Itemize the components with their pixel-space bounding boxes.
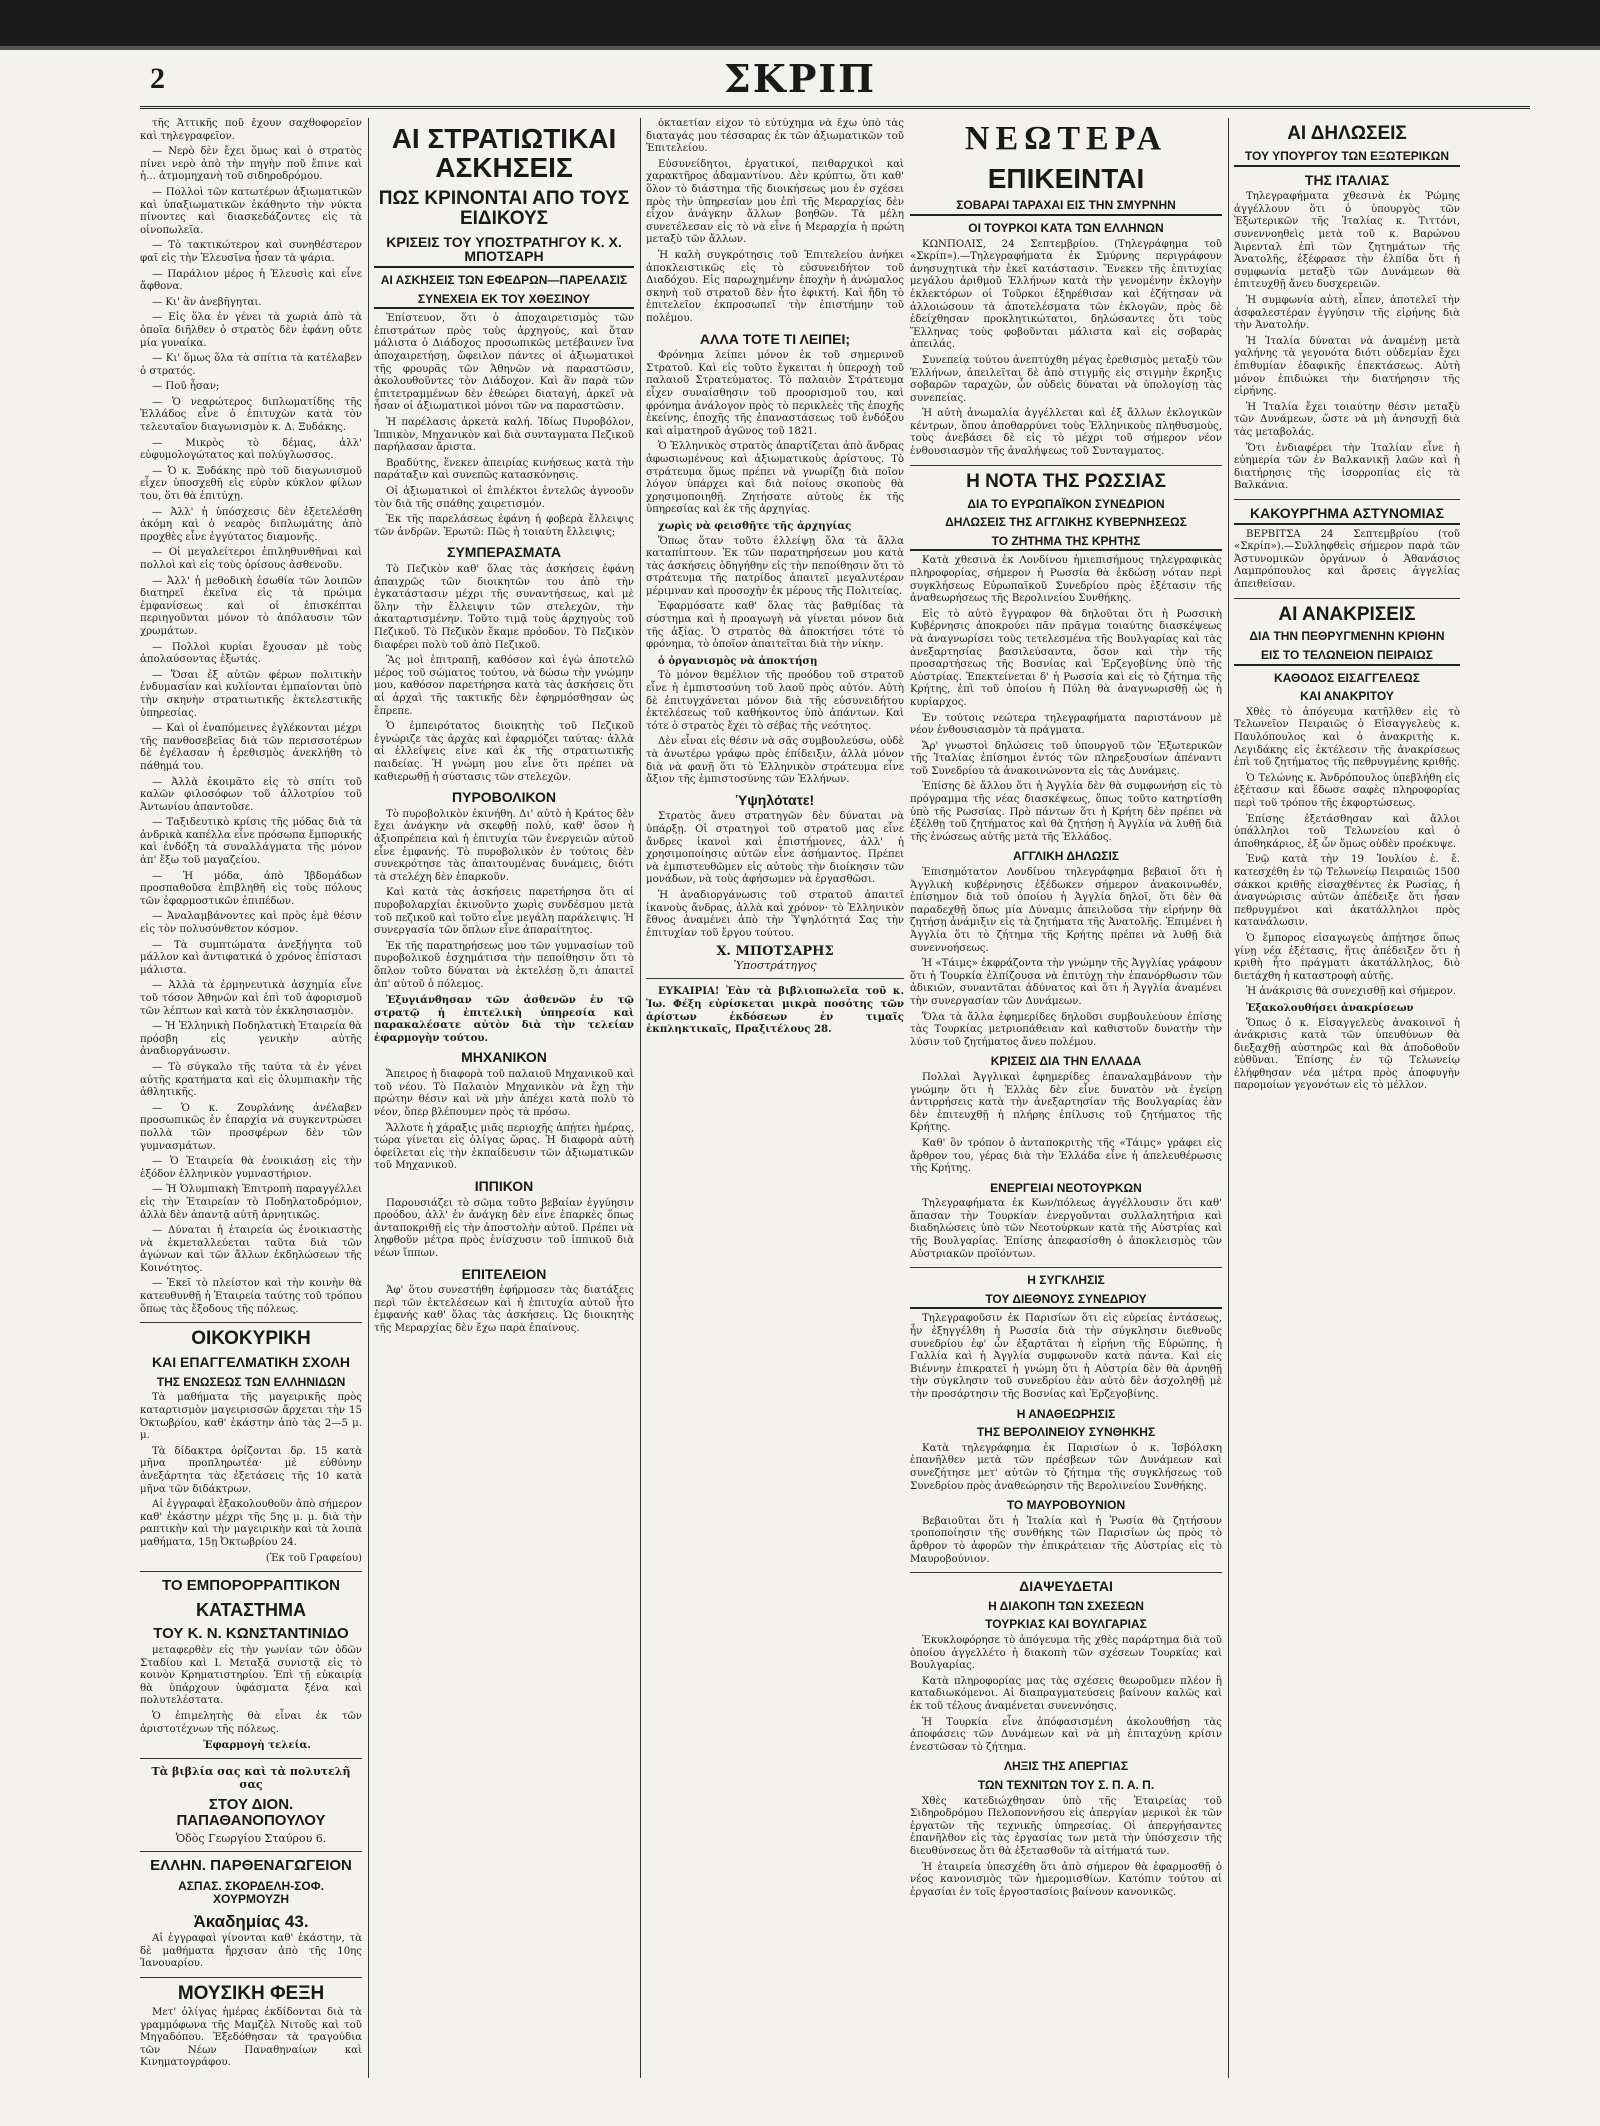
book-ad-address: Ὁδὸς Γεωργίου Σταύρου 6. bbox=[175, 1831, 327, 1845]
paragraph: — Ὁ κ. Ξυδάκης πρὸ τοῦ διαγωνισμοῦ εἶχεν ὑποσχεθῆ εἰς εὐρὺν κύκλον φίλων του, ὅτι θὰ ἐπιτύχῃ. bbox=[140, 465, 362, 503]
paragraph: Ἐπισημότατον Λονδίνου τηλεγράφημα βεβαιοῖ ὅτι ἡ Ἀγγλικὴ κυβέρνησις ἐξέδωκεν σήμερον ἀνακοινωθέν, ἐπίσημον διὰ τοῦ ὁποίου ἡ Ἀγγλία δηλοῖ, ὅτι δὲν θὰ παραδεχθῇ ὅπως μία Δύναμις ἀπειλοῦσα τὴν εἰρήνην θὰ ζητήσῃ ἀνάμιξιν εἰς τὰ ζητήματα τῆς Ἀνατολῆς. Ἐπιμένει ἡ Ἀγγλία ὅτι τὸ ζήτημα τῆς Κρήτης πρέπει νὰ λυθῇ διὰ συνεννοήσεως. bbox=[910, 867, 1222, 954]
divider bbox=[140, 1851, 362, 1852]
paragraph: — Ἀλλὰ ἐκοιμᾶτο εἰς τὸ σπίτι τοῦ καλῶν φιλοσόφων τοῦ ἀλλοτρίου τοῦ Ἀντωνίου ἀπαντοῦσε. bbox=[140, 776, 362, 813]
paragraph: Ἄρ' γνωστοὶ δηλώσεις τοῦ ὑπουργοῦ τῶν Ἐξωτερικῶν τῆς Ἰταλίας ἐπίσημοι ἐντός τῶν πληρεξουσίων ἀπέναντι τοῦ Συνεδρίου τὰ ἀνακοινώνοντα εἰς τὰς Δυνάμεις. bbox=[910, 740, 1222, 777]
paragraph: — Πολλοὶ κυρίαι ἔχουσαν μὲ τοὺς ἀπολαύσοντας ἐξωτάς. bbox=[140, 641, 362, 666]
section-heading: ΕΠΙΤΕΛΕΙΟΝ bbox=[461, 1265, 547, 1282]
girls-school-heading: ΕΛΛΗΝ. ΠΑΡΘΕΝΑΓΩΓΕΙΟΝ bbox=[150, 1856, 352, 1874]
subheadline: ΤΟΥΡΚΙΑΣ ΚΑΙ ΒΟΥΛΓΑΡΙΑΣ bbox=[985, 1617, 1147, 1632]
army-subheadline: ΠΩΣ ΚΡΙΝΟΝΤΑΙ ΑΠΟ ΤΟΥΣ ΕΙΔΙΚΟΥΣ bbox=[378, 187, 630, 229]
article-bold-text: Ἐξυγιάνθησαν τῶν ἀσθενῶν ἐν τῷ στρατῷ ἡ ἐπιτελικὴ ὑπηρεσία καὶ παρακαλέσατε αὐτὸν διὰ τὴν τελείαν ἐφαρμογὴν τούτου. bbox=[374, 994, 634, 1044]
school-subheading: ΤΗΣ ΕΝΩΣΕΩΣ ΤΩΝ ΕΛΛΗΝΙΔΩΝ bbox=[156, 1374, 346, 1389]
paragraph: Καὶ κατὰ τὰς ἀσκήσεις παρετήρησα ὅτι αἱ πυροβολαρχίαι ἐκινοῦντο χωρὶς συνδέσμου μετὰ τοῦ πεζικοῦ καὶ τοῦτο εἶνε μεγάλη παράλειψις. Ἡ συνεργασία τῶν ὅπλων εἶνε ἀπαραίτητος. bbox=[374, 887, 634, 937]
paragraph: Ἡ ἀναδιοργάνωσις τοῦ στρατοῦ ἀπαιτεῖ ἱκανοὺς ἄνδρας, ἀλλὰ καὶ χρόνον· τὸ Ἑλληνικὸν ἔθνος ἀναμένει ἀπὸ τὴν Ὑψηλότητά Σας τὴν ἐπιτυχίαν τοῦ ἔργου τούτου. bbox=[646, 890, 904, 939]
paragraph: Ἐν τούτοις νεώτερα τηλεγραφήματα παριστάνουν μὲ νέον ἐνθουσιασμὸν τὰ πράγματα. bbox=[910, 712, 1222, 737]
paragraph: Ἐπίστευον, ὅτι ὁ ἀποχαιρετισμὸς τῶν ἐπιστράτων πρὸς τοὺς ἀρχηγούς, καὶ ὅταν μάλιστα ὁ Διάδοχος προσωπικῶς μετέβαινεν ἵνα ἀποχαιρετήσῃ, ὤφειλον πάντες οἱ ἀξιωματικοὶ τῆς φρουρᾶς τῶν Ἀθηνῶν νὰ παραστῶσιν, ἀκολουθοῦντες τὸν Διάδοχον. Καὶ ἂν παρὰ τῶν ἐπιτετραμμένων δὲν ἐθεώρει διαταγή, ἀρκεῖ νὰ ἦσαν οἱ ἀξιωματικοὶ μόνοι τῶν να παραστῶσιν. bbox=[374, 313, 634, 413]
paragraph: Αἱ ἐγγραφαὶ ἐξακολουθοῦν ἀπὸ σήμερον καθ' ἑκάστην μέχρι τῆς 5ης μ. μ. διὰ τὴν ραπτικὴν καὶ τὴν μαγειρικὴν καὶ τὰ λοιπὰ μαθήματα, 15ῃ Ὀκτωβρίου 24. bbox=[140, 1499, 362, 1548]
divider bbox=[910, 1267, 1222, 1268]
paragraph: Ὁ ἐμπειρότατος διοικητὴς τοῦ Πεζικοῦ ἐγνώριζε τὰς ἀρχὰς καὶ ἐφαρμόζει ταύτας· ἀλλὰ αἱ ἐλλείψεις εἶνε καὶ ἐκ τῆς στρατιωτικῆς παιδείας. Ἡ γνώμη μου εἶνε ὅτι πρέπει νὰ καθιερωθῇ ἡ σύστασις τῶν στελεχῶν. bbox=[374, 721, 634, 783]
article-text bbox=[646, 670, 904, 786]
school-heading: ΟΙΚΟΚΥΡΙΚΗ bbox=[191, 1328, 311, 1350]
section-heading: ΙΠΠΙΚΟΝ bbox=[474, 1177, 534, 1194]
headline: Η ΝΟΤΑ ΤΗΣ ΡΩΣΣΙΑΣ bbox=[966, 470, 1166, 492]
paragraph: Ἐκυκλοφόρησε τὸ ἀπόγευμα τῆς χθὲς παράρτημα διὰ τοῦ ὁποίου ἀγγελλέτο ἡ διακοπὴ τῶν σχέσεων Τουρκίας καὶ Βουλγαρίας. bbox=[910, 1635, 1222, 1672]
paragraph: Χθὲς κατεδιώχθησαν ὑπὸ τῆς Ἑταιρείας τοῦ Σιδηροδρόμου Πελοποννήσου εἰς ἀπεργίαν μερικοὶ ἐκ τῶν ἐργατῶν τῆς τεχνικῆς ὑπηρεσίας. Οἱ ἀπεργήσαντες ἐπανῆλθον εἰς τὰς ἐργασίας των μετὰ τὴν ὑπόσχεσιν τῆς διευθύνσεως ὅτι θὰ ἐξετασθοῦν τὰ αἰτήματά των. bbox=[910, 1795, 1222, 1857]
italy-subheadline: ΤΟΥ ΥΠΟΥΡΓΟΥ ΤΩΝ ΕΞΩΤΕΡΙΚΩΝ bbox=[1234, 150, 1460, 167]
page-top-band bbox=[0, 0, 1600, 46]
paragraph: — Ἀλλ' ἡ μεθοδικὴ ἐσωθία τῶν λοιπῶν διατηρεῖ ἐκεῖνα εἰς τὰ πρώιμα ἐμφανίσεως καὶ οἱ ἐπισκέπται περιηγοῦνται μόνον τὸ ἀπόλαυσιν τῶν χρωμάτων. bbox=[140, 575, 362, 637]
headline: ΛΗΞΙΣ ΤΗΣ ΑΠΕΡΓΙΑΣ bbox=[1003, 1759, 1129, 1774]
paragraph: Χθὲς τὸ ἀπόγευμα κατῆλθεν εἰς τὸ Τελωνεῖον Πειραιῶς ὁ Εἰσαγγελεὺς κ. Παυλόπουλος καὶ ὁ ἀνακριτὴς κ. Λεγιδάκης εἰς ἐκτέλεσιν τῆς ἀνακρίσεως ἐπὶ τοῦ ζητήματος τῆς πεθρυγμένης κριθῆς. bbox=[1234, 706, 1460, 769]
subheadline: ΔΗΛΩΣΕΙΣ ΤΗΣ ΑΓΓΛΙΚΗΣ ΚΥΒΕΡΝΗΣΕΩΣ bbox=[945, 515, 1187, 530]
paragraph: Ἡ συμφωνία αὐτὴ, εἶπεν, ἀποτελεῖ τὴν ἀσφαλεστέραν ἐγγύησιν τῆς εἰρήνης διὰ τὴν Ἀνατολήν. bbox=[1234, 294, 1460, 332]
article-text bbox=[374, 1198, 634, 1261]
paragraph: Τηλεγραφήματα χθεσινὰ ἐκ Ῥώμης ἀγγέλλουν ὅτι ὁ ὑπουργὸς τῶν Ἐξωτερικῶν τῆς Ἰταλίας κ. Τιττόνι, συνεννοηθεὶς μετὰ τοῦ κ. Βαρώνου Ἀιρενταλ ἐπὶ τῶν ζητημάτων τῆς Ἀνατολῆς, ἐξέφρασε τὴν ἐλπίδα ὅτι ἡ συμφωνία μεταξὺ τῶν Δυνάμεων θὰ ἐπιτευχθῇ ἄνευ δυσχερειῶν. bbox=[1234, 191, 1460, 291]
author-signature: Χ. ΜΠΟΤΣΑΡΗΣ bbox=[716, 944, 834, 960]
police-headline: ΚΑΚΟΥΡΓΗΜΑ ΑΣΤΥΝΟΜΙΑΣ bbox=[1234, 506, 1460, 525]
section-heading: ΠΥΡΟΒΟΛΙΚΟΝ bbox=[452, 789, 556, 806]
paragraph: Κατὰ πληροφορίας μας τὰς σχέσεις θεωροῦμεν πλέον ἢ καταδιωκόμενοι. Αἱ διαπραγματεύσεις βαίνουν καλῶς καὶ ἐκ τοῦ τέλους ἀναμένεται συνεννόησις. bbox=[910, 1675, 1222, 1712]
paragraph: — Ἐκεῖ τὸ πλείστον καὶ τὴν κοινὴν θὰ κατευθυνθῇ ἡ Ἑταιρεία ταύτης τοῦ τρόπου ὅπως τὰς ἔξοδους τῆς πόλεως. bbox=[140, 1278, 362, 1315]
paragraph: — Ὁ νεαρώτερος διπλωματίδης τῆς Ἑλλάδος εἶνε ὁ ἐπιτυχὼν κατὰ τὸν τελευταῖον διαγωνισμὸν κ. Δ. Ξυδάκης. bbox=[140, 396, 362, 434]
paragraph: ΚΩΝΠΟΛΙΣ, 24 Σεπτεμβρίου. (Τηλεγράφημα τοῦ «Σκρίπ»).—Τηλεγραφήματα ἐκ Σμύρνης περιγράφουν ἀνησυχητικὰ τὴν ἐκεῖ κατάστασιν. Ἕνεκεν τῆς ἐπιτυχίας μεγάλου ἀριθμοῦ Ἑλλήνων κατὰ τὴν γενομένην ἐκλογὴν ἐκλεκτόρων οἱ Τοῦρκοι ἐξηρέθισαν καὶ ἐζήτησαν νὰ ἀλλοιώσουν τὰ ἀποτελέσματα τῶν ἐκλογῶν, πρὸς δὲ ἐδείχθησαν προκλητικώτατοι, δηλώσαντες ὅτι τοὺς Ἕλληνας τοὺς φοβοῦνται μάλιστα καὶ εἰς σοβαρὰς ἀπειλάς. bbox=[910, 238, 1222, 351]
paragraph: — Πολλοὶ τῶν κατωτέρων ἀξιωματικῶν καὶ ὑπαξιωματικῶν ἐκάθηντο τὴν νύκτα πίνοντες καὶ διασκεδάζοντες εἰς τὰ οἰνοπωλεῖα. bbox=[140, 186, 362, 236]
shop-ad-heading: ΤΟ ΕΜΠΟΡΟΡΡΑΠΤΙΚΟΝ bbox=[162, 1577, 340, 1595]
divider bbox=[1234, 598, 1460, 599]
army-subheadline: ΣΥΝΕΧΕΙΑ ΕΚ ΤΟΥ ΧΘΕΣΙΝΟΥ bbox=[374, 293, 634, 310]
inquiry-subheadline: ΚΑΙ ΑΝΑΚΡΙΤΟΥ bbox=[1300, 689, 1394, 704]
music-heading: ΜΟΥΣΙΚΗ ΦΕΞΗ bbox=[177, 1983, 325, 2005]
paragraph: Ἐφαρμόσατε καθ' ὅλας τὰς βαθμίδας τὰ σύστημα καὶ ἡ προαγωγὴ νὰ γίνεται μόνον διὰ τῆς ἀξίας. Ὁ στρατὸς θὰ ἀποκτήσει τότε τὸ φρόνημα, τὸ ὁποῖον ἀπαιτεῖται διὰ τὴν νίκην. bbox=[646, 601, 904, 651]
paragraph: Εἰς τὸ αὐτὸ ἔγγραφον θὰ δηλοῦται ὅτι ἡ Ρωσσικὴ Κυβέρνησις ἀποκρούει πᾶν πρᾶγμα τοιαύτης διασκέψεως νὰ ἀναγνωρίσει τοὺς τετελεσμένα τῆς Βουλγαρίας καὶ τὰς ἀνεξαρτησίας βασιλεύσαντα, ὅσον καὶ τὴν τῆς προσαρτήσεως τῆς Βοσνίας καὶ Ἐρζεγοβίνης ὑπὸ τῆς Αὐστρίας. Ἐπεκτείνεται δ' ἡ Ρωσσία καὶ εἰς τὸ ζήτημα τῆς Κρήτης, ἐπὶ τοῦ ὁποίου ἡ Πύλη θὰ ἀναγνωρισθῇ ὡς ἡ κυρίαρχος. bbox=[910, 608, 1222, 708]
paragraph: — Κι' ὅμως ὅλα τὰ σπίτια τὰ κατέλαβεν ὁ στρατός. bbox=[140, 353, 362, 377]
article-text bbox=[1234, 707, 1460, 999]
paragraph: — Καὶ οἱ ἐναπόμεινες ἐγλέκονται μέχρι τῆς πανθοσεβεῖας διὰ τῶν περισσοτέρων δὲ ἐγέλασαν ἡ ἐρεθισμὸς ἀνεκλήθη τὸ πάθημά του. bbox=[140, 723, 362, 772]
paragraph: Τὰ δίδακτρα ὁρίζονται δρ. 15 κατὰ μῆνα προπληρωτέα· μὲ εὐθύνην ἀνεξάρτητα τὰς ἐξετάσεις τῆς 10 κατὰ μῆνα τῶν διδάκτρων. bbox=[140, 1445, 362, 1495]
subheadline: ΟΙ ΤΟΥΡΚΟΙ ΚΑΤΑ ΤΩΝ ΕΛΛΗΝΩΝ bbox=[968, 220, 1164, 235]
paragraph: Εὐσυνείδητοι, ἐργατικοί, πειθαρχικοὶ καὶ χαρακτῆρος ἀδαμαντίνου. Δὲν κρύπτω, ὅτι καθ' ὅλον τὸ διάστημα τῆς διοικήσεως μου ἐν σχέσει πρὸς τὴν ὑπηρεσίαν μου ἐπὶ τῆς Μεραρχίας δὲν εἶχον ἀνάγκην ἄλλων βοηθῶν. Τὰ μέλη συνετέλεσαν εἰς τὸ νὰ εἶνε ἡ Μεραρχία ἡ πρώτη μεταξὺ τῶν ἄλλων. bbox=[646, 158, 904, 246]
column-3 bbox=[646, 118, 904, 2078]
paragraph: — Κι' ἂν ἀνεβῆγηται. bbox=[152, 296, 262, 308]
divider bbox=[140, 1571, 362, 1572]
girls-school-heading: ΑΣΠΑΣ. ΣΚΟΡΔΕΛΗ-ΣΟΦ. ΧΟΥΡΜΟΥΖΗ bbox=[178, 1879, 324, 1907]
paragraph: Ἡ Τουρκία εἶνε ἀπόφασισμένη ἀκολουθήσῃ τὰς ἀποφάσεις τῶν Δυνάμεων καὶ νὰ μὴ ἐπιταχύνῃ κρίσιν ἐνεστῶσαν τὸ ζήτημα. bbox=[910, 1716, 1222, 1753]
music-text: Μετ' ὀλίγας ἡμέρας ἐκδίδονται διὰ τὰ γραμμόφωνα τῆς Μαμζὲλ Νιτοῦς καὶ τοῦ Μηγαδόπου. Ἐξεδόθησαν τὰ τραγούδια τῶν Νέων Παναθηναίων καὶ Κινηματογράφου. bbox=[140, 2006, 362, 2069]
paragraph: — Τὸ τακτικώτερον καὶ συνηθέστερον φαῖ εἰς τὴν Ἐλευσῖνα ἦσαν τὰ ψάρια. bbox=[140, 240, 362, 264]
shop-ad-text bbox=[140, 1645, 362, 1736]
column-5 bbox=[1234, 118, 1460, 2078]
paragraph: — Τὸ σύγκαλο τῆς ταύτα τὰ ἐν γένει αὐτῆς κρατήματα καὶ εἰς ὀλυμπιακὴν τῆς ἀθλητικῆς. bbox=[140, 1061, 362, 1099]
paragraph: Στρατὸς ἄνευ στρατηγῶν δὲν δύναται νὰ ὑπάρξῃ. Οἱ στρατηγοὶ τοῦ στρατοῦ μας εἶνε ἄνδρες ἱκανοὶ καὶ ἐπιστήμονες, ἀλλ' ἡ χρησιμοποίησις αὐτῶν εἶνε ἀσήμαντος. Πρέπει νὰ ἐμπιστευθῶμεν εἰς αὐτοὺς τὴν διοίκησιν τῶν μονάδων, νὰ τοὺς ἀφήσωμεν νὰ ἐργασθῶσι. bbox=[646, 811, 904, 886]
shop-ad-heading: ΤΟΥ Κ. Ν. ΚΩΝΣΤΑΝΤΙΝΙΔΟ bbox=[153, 1625, 349, 1643]
section-heading: ΤΗΣ ΒΕΡΟΛΙΝΕΙΟΥ ΣΥΝΘΗΚΗΣ bbox=[976, 1425, 1156, 1440]
paragraph: Τηλεγραφοῦσιν ἐκ Παρισίων ὅτι εἰς εὐρείας ἐντάσεως, ἦν ἐξηγγέλθη ἡ Ρωσσία διὰ τὴν σύγκλησιν διεθνοῦς συνεδρίου ἐφ' ὧν ἐξαρτᾶται ἡ εἰρήνη τῆς Εὐρώπης, ἡ Γαλλία καὶ ἡ Ἀγγλία συμφωνοῦν κατὰ πάντα. Καὶ εἰς Βιέννην ἐπικρατεῖ ἡ γνώμη ὅτι ἡ Αὐστρία δὲν θὰ ἀρνηθῇ τὴν σύγκλησιν τοῦ συνεδρίου ἐὰν αὐτὸ δὲν ἀσχοληθῇ μὲ τὴν προσάρτησιν τῆς Βοσνίας καὶ Ἐρζεγοβίνης. bbox=[910, 1313, 1222, 1401]
school-signature: (Ἐκ τοῦ Γραφείου) bbox=[265, 1552, 362, 1564]
headline: ΕΠΙΚΕΙΝΤΑΙ bbox=[987, 163, 1145, 194]
article-text bbox=[1234, 191, 1460, 493]
column-rule bbox=[368, 118, 369, 2078]
article-text bbox=[374, 313, 634, 539]
column-rule bbox=[1228, 118, 1229, 2078]
paragraph: Ὁ ἐπιμελητὴς θὰ εἶναι ἐκ τῶν ἀριστοτέχνων τῆς πόλεως. bbox=[140, 1710, 362, 1735]
paragraph: Οἱ ἀξιωματικοὶ οἱ ἐπιλέκτοι ἐντελῶς ἀγνοοῦν τὸν διὰ τῆς σπάθης χαιρετισμόν. bbox=[374, 485, 634, 510]
section-heading: ΚΡΙΣΕΙΣ ΔΙΑ ΤΗΝ ΕΛΛΑΔΑ bbox=[990, 1054, 1142, 1069]
section-heading: Ὑψηλότατε! bbox=[735, 791, 815, 808]
italy-headline: ΑΙ ΔΗΛΩΣΕΙΣ bbox=[1287, 123, 1407, 144]
paragraph: ΒΕΡΒΙΤΣΑ 24 Σεπτεμβρίου (τοῦ «Σκρίπ»).—Συλληφθεὶς σήμερον παρὰ τῶν Ἀστυνομικῶν ὀργάνων ὁ Ἀθανάσιος Λαμπρόπουλος καὶ ἄρσεις ἀγγελίας ἀπειθείσαν. bbox=[1234, 528, 1460, 590]
book-ad-heading: ΣΤΟΥ ΔΙΟΝ. ΠΑΠΑΘΑΝΟΠΟΥΛΟΥ bbox=[176, 1795, 326, 1830]
subheadline: ΤΩΝ ΤΕΧΝΙΤΩΝ ΤΟΥ Σ. Π. Α. Π. bbox=[977, 1777, 1155, 1792]
article-text bbox=[374, 809, 634, 991]
column-1 bbox=[140, 118, 362, 2078]
inquiry-subheadline: ΔΙΑ ΤΗΝ ΠΕΘΡΥΓΜΕΝΗΝ ΚΡΙΘΗΝ bbox=[1249, 629, 1445, 644]
divider bbox=[1234, 499, 1460, 500]
section-heading: ΤΟ ΜΑΥΡΟΒΟΥΝΙΟΝ bbox=[1006, 1498, 1126, 1513]
article-bold-text: χωρὶς νὰ φεισθῆτε τῆς ἀρχηγίας bbox=[658, 519, 852, 532]
masthead-title: ΣΚΡΙΠ bbox=[723, 56, 877, 101]
paragraph: — Παράλιον μέρος ἡ Ἐλευσὶς καὶ εἶνε ἄφθονα. bbox=[140, 268, 362, 293]
article-text bbox=[374, 1069, 634, 1173]
section-heading: ΑΛΛΑ ΤΟΤΕ ΤΙ ΛΕΙΠΕΙ; bbox=[699, 330, 851, 347]
divider bbox=[140, 1977, 362, 1978]
paragraph: — Νερὸ δὲν ἔχει ὅμως καὶ ὁ στρατὸς πίνει νερὸ ἀπὸ τὴν πηγὴν ποῦ ἔπινε καὶ ἡ... ἀτμομηχανὴ τοῦ σιδηροδρόμου. bbox=[140, 146, 362, 183]
paragraph: — Ἡ Ὀλυμπιακὴ Ἐπιτροπὴ παραγγέλλει εἰς τὴν Ἑταιρείαν τὸ Ποδηλατοδρόμιον, ἀλλὰ δὲν ἀπαντᾷ αὐτῆ ἀρνητικῶς. bbox=[140, 1184, 362, 1221]
divider bbox=[910, 1572, 1222, 1573]
paragraph: — Ποῦ ἦσαν; bbox=[152, 381, 220, 393]
paragraph: Ἐνῷ κατὰ τὴν 19 Ἰουλίου ἐ. ἔ. κατεσχέθη ἐν τῷ Τελωνείῳ Πειραιῶς 1500 σάκκοι κριθῆς εἰσαχθέντες ἐκ Ρωσίας, ἡ ἀναγνώρισις αὐτῶν ἀπέδειξε ὅτι ἦσαν πεθρυγμένοι καὶ ἀκατάλληλοι πρὸς κατανάλωσιν. bbox=[1234, 854, 1460, 929]
paragraph: Ὁ Ἑλληνικὸς στρατὸς ἀπαρτίζεται ἀπὸ ἄνδρας ἀφωσιωμένους καὶ ἀξιωματικοὺς ἀρίστους. Τὸ στράτευμα ὅμως πρέπει νὰ γνωρίζῃ διὰ ποῖον λόγον ὑπάρχει καὶ διὰ ποίους σκοποὺς θὰ χρησιμοποιηθῇ. Ζητήσατε αὐτοὺς ἐκ τῆς ὑπηρεσίας καὶ ἐκ τῆς ἀρχηγίας. bbox=[646, 441, 904, 516]
paragraph: Τὸ πυροβολικὸν ἐκινήθη. Δι' αὐτὸ ἡ Κράτος δὲν ἔχει ἀνάγκην νὰ σκεφθῇ πολύ, καθ' ὅσον ἡ ἀξιοπρέπεια καὶ ἡ ἐπιτυχία τῶν ἐνεργειῶν αὐτοῦ εἶνε ἐμφανής. Τὸ πυροβολικὸν ἐν τούτοις δὲν συνεκρότησε τὰς ἀπαιτουμένας δυνάμεις, διότι τὰ στελέχη δὲν ἐπαρκοῦν. bbox=[374, 808, 634, 883]
paragraph: Τηλεγραφήματα ἐκ Κων/πόλεως ἀγγέλλουσιν ὅτι καθ' ἅπασαν τὴν Τουρκίαν ἐνεργοῦνται συλλαλητήρια καὶ διαδηλώσεις ὑπὸ τῶν Νεοτούρκων κατὰ τῆς Αὐστρίας καὶ τῆς Βουλγαρίας. Ἐπίσης ἀπεφασίσθη ὁ ἀποκλεισμὸς τῶν Αὐστριακῶν προϊόντων. bbox=[910, 1198, 1222, 1260]
masthead-rule bbox=[140, 106, 1530, 109]
paragraph: ὀκταετίαν εἶχον τὸ εὐτύχημα νὰ ἔχω ὑπὸ τὰς διαταγάς μου τέσσαρας ἐκ τῶν ἀξιωματικῶν τοῦ Ἐπιτελείου. bbox=[646, 118, 904, 155]
section-heading: ΑΓΓΛΙΚΗ ΔΗΛΩΣΙΣ bbox=[1013, 849, 1119, 864]
army-subheadline: ΚΡΙΣΕΙΣ ΤΟΥ ΥΠΟΣΤΡΑΤΗΓΟΥ Κ. Χ. ΜΠΟΤΣΑΡΗ bbox=[374, 235, 634, 268]
paragraph: Ἡ καλὴ συγκρότησις τοῦ Ἐπιτελείου ἀνήκει ἀποκλειστικῶς εἰς τὸ εὐσυνειδήτον τοῦ Διαδόχου. Εἰς παρωχημένην ἐποχὴν ἡ ἀνώμαλος σκηνὴ τοῦ στρατοῦ δὲν ἦτο ἐφικτή. Καὶ ἤδη τὸ ἐπιτελεῖον ἐκπροσωπεῖ τὴν ἐπιστήμην τοῦ πολέμου. bbox=[646, 249, 904, 324]
inquiry-headline: ΑΙ ΑΝΑΚΡΙΣΕΙΣ bbox=[1278, 603, 1416, 625]
divider bbox=[140, 1758, 362, 1759]
column-2 bbox=[374, 118, 634, 2078]
paragraph: — Δύναται ἡ ἑταιρεία ὡς ἐνοικιαστὴς νὰ ἐκμεταλλεύεται ταῦτα διὰ τῶν ἀγώνων καὶ τῶν ἄλλων ἐκδηλώσεων τῆς Κοινότητος. bbox=[140, 1225, 362, 1274]
paragraph: Ἡ ἐταιρεία ὑπεσχέθη ὅτι ἀπὸ σήμερον θὰ ἐφαρμοσθῇ ὁ νέος κανονισμὸς τῶν ἡμερομισθίων. Κατόπιν τούτου αἱ ἐργασίαι ἐν τοῖς ἐργοστασίοις βαίνουν κανονικῶς. bbox=[910, 1861, 1222, 1898]
article-text bbox=[1234, 529, 1460, 592]
paragraph: Ἡ παρέλασις ἀρκετὰ καλή. Ἰδίως Πυροβόλον, Ἱππικὸν, Μηχανικὸν καὶ διὰ συνταγματα Πεζικοῦ παρήλασαν ἄριστα. bbox=[374, 416, 634, 454]
paragraph: Ἡ «Τάιμς» ἐκφράζοντα τὴν γνώμην τῆς Ἀγγλίας γράφουν ὅτι ἡ Τουρκία ἐλπίζουσα νὰ ἐπιτύχῃ τὴν ἐπανόρθωσιν τῶν ἀδικιῶν, συναντᾶται ἀδύνατος καὶ ὅτι ἡ Ἀγγλία ἀναμένει τὴν συνεργασίαν τῶν Δυνάμεων. bbox=[910, 958, 1222, 1007]
paragraph: Συνεπείᾳ τούτου ἀνεπτύχθη μέγας ἐρεθισμὸς μεταξὺ τῶν Ἑλλήνων, ἀπειλεῖται δὲ ἀπὸ στιγμῆς εἰς στιγμὴν ἔκρηξις σοβαρῶν ταραχῶν, ὧν οὐδεὶς δύναται νὰ ὑπολογίσῃ τὰς συνεπείας. bbox=[910, 354, 1222, 404]
paragraph: Ὁ Τελώνης κ. Ἀνδρόπουλος ὑπεβλήθη εἰς ἐξέτασιν καὶ ἔδωσε σαφὲς πληροφορίας περὶ τοῦ τρόπου τῆς ἐκφορτώσεως. bbox=[1234, 772, 1460, 809]
subheadline: ΣΟΒΑΡΑΙ ΤΑΡΑΧΑΙ ΕΙΣ ΤΗΝ ΣΜΥΡΝΗΝ bbox=[910, 199, 1222, 216]
army-headline: ΑΙ ΣΤΡΑΤΙΩΤΙΚΑΙ ΑΣΚΗΣΕΙΣ bbox=[391, 123, 617, 184]
article-text bbox=[646, 118, 904, 326]
paragraph: Ἡ Ἰταλία ἔχει τοιαύτην θέσιν μεταξὺ τῶν Δυνάμεων, ὥστε νὰ μὴ ἀνησυχῇ διὰ τὰς μεταβολάς. bbox=[1234, 401, 1460, 438]
article-bold-text: ὁ ὀργανισμὸς νὰ ἀποκτήσῃ bbox=[658, 654, 818, 667]
paragraph: — Εἰς ὅλα ἐν γένει τὰ χωριὰ ἀπὸ τὰ ὁποῖα διῆλθεν ὁ στρατὸς δὲν ἐφάνη οὔτε μία γυναίκα. bbox=[140, 312, 362, 349]
paragraph: Ἐκ τῆς παρατηρήσεως μου τῶν γυμνασίων τοῦ πυροβολικοῦ ἐσχημάτισα τὴν πεποίθησιν ὅτι τὸ ὅπλον τοῦτο δύναται νὰ ἐκτελέσῃ ὅ,τι ἀπαιτεῖ ἀπ' αὐτοῦ ὁ πόλεμος. bbox=[374, 940, 634, 990]
paragraph: Πολλαὶ Ἀγγλικαὶ ἐφημερίδες ἐπαναλαμβάνουν τὴν γνώμην ὅτι ἡ Ἑλλὰς δὲν εἶνε δυνατὸν νὰ ἐγείρῃ ἀντιρρήσεις κατὰ τὴν ἀνεξαρτησίαν τῆς Βουλγαρίας ἐὰν δὲν ἐπιτευχθῇ ἡ πλήρης ἐπίλυσις τοῦ ζητήματος τῆς Κρήτης. bbox=[910, 1071, 1222, 1134]
subheadline: ΔΙΑ ΤΟ ΕΥΡΩΠΑΪΚΟΝ ΣΥΝΕΔΡΙΟΝ bbox=[967, 496, 1165, 511]
paragraph: Ὅλα τὰ ἄλλα ἐφημερίδες δηλοῦσι συμβουλεύουν ἐπίσης τὰς Τουρκίας μετριοπάθειαν καὶ καθιστοῦν δυνατὴν τὴν λύσιν τοῦ ζητήματος ἄνευ πολέμου. bbox=[910, 1011, 1222, 1048]
paragraph: — Οἱ μεγαλείτεροι ἐπιληθυνθῆναι καὶ πολλοὶ καὶ εἰς τοὺς ὁρίσους ἀσθενοῦν. bbox=[140, 547, 362, 571]
paragraph: Κατὰ χθεσινὰ ἐκ Λονδίνου ἡμιεπισήμους τηλεγραφικὰς πληροφορίας, σήμερον ἡ Ρωσσία θὰ ἐκδώσῃ νόταν περὶ συγκλήσεως Εὐρωπαϊκοῦ Συνεδρίου πρὸς ἐξέτασιν τῆς ἀναθεωρήσεως τῆς Βερολινείου Συνθήκης. bbox=[910, 555, 1222, 605]
column-rule bbox=[640, 118, 641, 2078]
article-bold-text: Ἐξακολουθήσει ἀνακρίσεων bbox=[1246, 1001, 1414, 1014]
paragraph: — Ἀλλὰ τὰ ἐρμηνευτικὰ ἀσχημία εἶνε τοῦ τόσον Ἀθηνῶν καὶ ἐπὶ τοῦ ἀφορισμοῦ τῶν λέπτων καὶ κατὰ τὸν ἐκκλησιασμὸν. bbox=[140, 980, 362, 1017]
paragraph: τῆς Ἀττικῆς ποῦ ἔχουν σαχθοφορεῖον καὶ τηλεγραφεῖον. bbox=[140, 118, 362, 142]
paragraph: Ὅπως ὅταν τοῦτο ἐλλείψῃ ὅλα τὰ ἄλλα καταπίπτουν. Ἐκ τῶν παρατηρήσεων μου κατὰ τὰς ἀσκήσεις ὁδηγήθην εἰς τὴν πεποίθησιν ὅτι τὸ στράτευμα τῆς πατρίδος ἀπαιτεῖ μεγαλυτέραν μέριμναν καὶ προσοχὴν ἐκ μέρους τῆς Πολιτείας. bbox=[646, 535, 904, 597]
girls-school-address: Ἀκαδημίας 43. bbox=[193, 1911, 309, 1931]
paragraph: — Ταξιδευτικὸ κρίσις τῆς μόδας διὰ τὰ ἀνδρικὰ καπέλλα εἶνε πρόσωπα ἔμπορικής καὶ ἐνδόξη τὰ συναλλάγματα τῆς μόνον ἀπ' ἔξω τοῦ μαγαζείου. bbox=[140, 817, 362, 867]
paragraph: Ἄπειρος ἡ διαφορὰ τοῦ παλαιοῦ Μηχανικοῦ καὶ τοῦ νέου. Τὸ Παλαιὸν Μηχανικὸν νὰ ἔχῃ τὴν πρώτην θέσιν καὶ νὰ μὴν ἀπέχει κατὰ πολὺ τὸ νέον, ὅπερ βλέπουμεν πρὸς τὰ πρόσω. bbox=[374, 1069, 634, 1118]
paragraph: — Ἀναλαμβάνοντες καὶ πρὸς ἐμὲ θέσιν εἰς τὸν πολυσύνθετον κόσμον. bbox=[140, 911, 362, 936]
article-text bbox=[646, 536, 904, 652]
headline: ΔΙΑΨΕΥΔΕΤΑΙ bbox=[1019, 1578, 1113, 1595]
subheadline: ΤΟ ΖΗΤΗΜΑ ΤΗΣ ΚΡΗΤΗΣ bbox=[910, 535, 1222, 552]
news-section bbox=[910, 120, 1222, 1899]
paragraph: Ἐκ τῆς παρελάσεως ἐφάνη ἡ φοβερὰ ἔλλειψις τῶν ἀνδρῶν. Ἐρωτῶ: Πῶς ἡ τοιαύτη ἔλλειψις; bbox=[374, 514, 634, 538]
paragraph: Καθ' ὃν τρόπον ὁ ἀνταποκριτὴς τῆς «Τάιμς» γράφει εἰς ἄρθρον του, γέρας διὰ τὴν Ἑλλάδα εἶνε ἡ ἀπελευθέρωσις τῆς Κρήτης. bbox=[910, 1137, 1222, 1175]
book-ad-line: Τὰ βιβλία σας καὶ τὰ πολυτελῆ σας bbox=[151, 1764, 351, 1791]
paragraph: Τὸ Πεζικὸν καθ' ὅλας τὰς ἀσκήσεις ἐφάνη ἀπαιχρῶς τῶν διοικητῶν του ἀπὸ τὴν ἐγκατάστασιν μέχρι τῆς συναντήσεως, καὶ μὲ ὅλην τὴν ἔλλειψιν τῶν στελεχῶν, τὴν ἀκαταρτισμένην. Τοῦτο τιμᾷ τοὺς ἀρχηγοὺς τοῦ Πεζικοῦ. Τὸ Πεζικὸν ἔκαμε πρόοδον. Τὸ Πεζικὸν διαφέρει πολὺ τοῦ ἀπὸ Πεζικοῦ. bbox=[374, 564, 634, 651]
paragraph: — Τὰ συμπτώματα ἀνεξήγητα τοῦ μάλλον καὶ ἀντιφατικά ὁ χρόνος ἐπίστασι μάλιστα. bbox=[140, 939, 362, 976]
army-subheadline: ΑΙ ΑΣΚΗΣΕΙΣ ΤΩΝ ΕΦΕΔΡΩΝ—ΠΑΡΕΛΑΣΙΣ bbox=[380, 273, 628, 288]
article-text bbox=[1234, 1018, 1460, 1094]
article-text bbox=[646, 811, 904, 940]
paragraph: Παρουσιάζει τὸ σῶμα τοῦτο βεβαίαν ἐγγύησιν προόδου, ἀλλ' ἐν ἀνάγκῃ δὲν εἶνε ἐπαρκὲς ὅπως ἀνταποκριθῇ εἰς τὴν ἀποστολὴν αὐτοῦ. Πρέπει νὰ ληφθοῦν μέτρα πρὸς ἐνίσχυσιν τοῦ ἱππικοῦ διὰ νέων ἵππων. bbox=[374, 1197, 634, 1259]
paragraph: Ἡ Ἰταλία δύναται νὰ ἀναμένῃ μετὰ γαλήνης τὰ γεγονότα διότι οὐδεμίαν ἔχει ἐπιθυμίαν ἐδαφικῆς ἐπεκτάσεως. Αὐτὴ μόνον ἐπιδιώκει τὴν διατήρησιν τῆς εἰρήνης. bbox=[1234, 335, 1460, 398]
paragraph: — Μικρὸς τὸ δέμας, ἀλλ' εὐφυμολογώτατος καὶ πολύγλωσσος. bbox=[140, 437, 362, 462]
article-text bbox=[374, 1285, 634, 1335]
divider bbox=[646, 978, 904, 979]
section-heading: ΜΗΧΑΝΙΚΟΝ bbox=[461, 1049, 547, 1066]
shop-ad-heading: ΚΑΤΑΣΤΗΜΑ bbox=[196, 1599, 306, 1620]
bookshop-ad: ΕΥΚΑΙΡΙΑ! Ἐὰν τὰ βιβλιοπωλεῖα τοῦ κ. Ἰω. Φέξη εὑρίσκεται μικρὰ ποσότης τῶν ἀρίστων ἐκδόσεων ἐν τιμαῖς ἐκπληκτικαῖς, Πραξιτέλους 28. bbox=[646, 985, 904, 1036]
paragraph: Ἂς μοὶ ἐπιτραπῇ, καθόσον καὶ ἐγὼ ἀποτελῶ μέρος τοῦ σώματος τούτου, νὰ δώσω τὴν γνώμην μου, καθόσον παρετήρησα κατὰ τὰς ἀσκήσεις ὅτι αἱ ἀρχαὶ τῆς τακτικῆς δὲν ἐφηρμόσθησαν ὡς ἔπρεπε. bbox=[374, 655, 634, 717]
article-text bbox=[374, 564, 634, 784]
school-subheading: ΚΑΙ ΕΠΑΓΓΕΛΜΑΤΙΚΗ ΣΧΟΛΗ bbox=[152, 1354, 350, 1371]
inquiry-subheadline: ΚΑΘΟΔΟΣ ΕΙΣΑΓΓΕΛΕΩΣ bbox=[1274, 670, 1420, 685]
subheadline: Η ΔΙΑΚΟΠΗ ΤΩΝ ΣΧΕΣΕΩΝ bbox=[988, 1598, 1144, 1613]
author-title: Ὑποστράτηγος bbox=[733, 959, 817, 973]
paragraph: Ὁ ἔμπορος εἰσαγωγεὺς ἀπῄτησε ὅπως γίνῃ νέα ἐξέτασις, ἥτις ἀπέδειξεν ὅτι ἡ κριθὴ ἦτο πράγματι ἀκατάλληλος, διὸ διετάχθη ἡ καταστροφὴ αὐτῆς. bbox=[1234, 932, 1460, 982]
paragraph: Τὸ μόνον θεμέλιον τῆς προόδου τοῦ στρατοῦ εἶνε ἡ ἐμπιστοσύνη τοῦ λαοῦ πρὸς αὐτόν. Αὐτὴ δὲ ἐπιτυγχάνεται μόνον διὰ τῆς εὐσυνειδήτου ἐκτελέσεως τοῦ καθήκοντος ὑπὸ ἁπάντων. Καὶ τότε ὁ στρατὸς ἔχει τὸ σέβας τῆς νεότητος. bbox=[646, 670, 904, 732]
paragraph: Ὅπως ὁ κ. Εἰσαγγελεὺς ἀνακοινοῖ ἡ ἀνάκρισις κατὰ τῶν ὑπευθύνων θὰ διεξαχθῇ αὐστηρῶς καὶ θὰ ἀποδοθοῦν εὐθῦναι. Ἐπίσης ἐν τῷ Τελωνείῳ ἐλήφθησαν νέα μέτρα πρὸς ἀποφυγὴν παρομοίων γεγονότων εἰς τὸ μέλλον. bbox=[1234, 1017, 1460, 1092]
section-heading: Η ΣΥΓΚΛΗΣΙΣ bbox=[1027, 1273, 1105, 1288]
paragraph: — Ἀλλ' ἡ ὑπόσχεσις δὲν ἐξετελέσθη ἀκόμη καὶ ὁ νεαρὸς διπλωμάτης ἀπὸ προχθὲς εἶνε ἐγγύτατος διαμονῆς. bbox=[140, 506, 362, 543]
paragraph: Κατὰ τηλεγράφημα ἐκ Παρισίων ὁ κ. Ἰσβόλσκη ἐπανῆλθεν μετὰ τῶν πρέσβεων τῶν Δυνάμεων καὶ συνεζήτησε μετ' αὐτῶν τὸ ζήτημα τῆς συγκλήσεως τοῦ Συνεδρίου πρὸς ἀναθεώρησιν τῆς Βερολινείου Συνθήκης. bbox=[910, 1442, 1222, 1492]
article-text bbox=[646, 350, 904, 517]
paragraph: — Ἡ Ἐλληνικὴ Ποδηλατικὴ Ἑταιρεία θὰ πρόσβη εἰς γενικὴν αὐτῆς ἀναδιοργάνωσιν. bbox=[140, 1021, 362, 1058]
paragraph: Ἡ ἀνάκρισις θὰ συνεχισθῇ καὶ σήμερον. bbox=[1246, 986, 1456, 998]
paragraph: Τὰ μαθήματα τῆς μαγειρικῆς πρὸς καταρτισμὸν μαγειρισσῶν ἄρχεται τὴν 15 Ὀκτωβρίου, καθ' ἑκάστην ἀπὸ τὰς 2—5 μ. μ. bbox=[140, 1392, 362, 1442]
inquiry-subheadline: ΕΙΣ ΤΟ ΤΕΛΩΝΕΙΟΝ ΠΕΙΡΑΙΩΣ bbox=[1234, 649, 1460, 666]
paragraph: Ἐπίσης δὲ ἄλλου ὅτι ἡ Ἀγγλία δὲν θὰ συμφωνήσῃ εἰς τὸ πρόγραμμα τῆς νέας διασκέψεως, ὅπως τοῦτο κατηρτίσθη ὑπὸ τῆς Ρωσσίας. Πρὸ πάντων ὅτι ἡ Κρήτη δὲν πρέπει νὰ ἐξέλθῃ τοῦ ζητήματος καὶ θὰ ζητήσῃ ἡ Ἀγγλία νὰ λυθῇ διὰ τῆς ἑνώσεως αὐτῆς μετὰ τῆς Ἑλλάδος. bbox=[910, 781, 1222, 843]
column-4 bbox=[910, 118, 1222, 2078]
section-heading: ΣΥΜΠΕΡΑΣΜΑΤΑ bbox=[447, 544, 561, 561]
paragraph: Βραδύτης, ἕνεκεν ἀπειρίας κινήσεως κατὰ τὴν παράταξιν καὶ συνεπῶς κατασκόνησις. bbox=[374, 457, 634, 482]
page-number: 2 bbox=[150, 62, 165, 95]
school-text bbox=[140, 1392, 362, 1549]
paragraph: Ἡ αὐτὴ ἀνωμαλία ἀγγέλλεται καὶ ἐξ ἄλλων ἐκλογικῶν κέντρων, ὅπου ἀποθαρρύνει τοὺς Ἑλληνικοὺς πληθυσμοὺς, τοὺς ἀνεβάσει δὲ εἰς τὸ μέχρι τοῦ σήμερον νέον ἐνθουσιασμὸν τῆς ἀναλήψεως τοῦ Συνταγματος. bbox=[910, 408, 1222, 458]
divider bbox=[910, 465, 1222, 466]
paragraph: Βεβαιοῦται ὅτι ἡ Ἰταλία καὶ ἡ Ῥωσία θὰ ζητήσουν τροποποίησιν τῆς συνθήκης τῶν Παρισίων ὡς πρὸς τὸ ἄρθρον τὸ ἀφορῶν τὴν ἐπικράτειαν τῆς Αὐστρίας εἰς τὸ Μαυροβούνιον. bbox=[910, 1515, 1222, 1565]
paragraph: Ἐπίσης ἐξετάσθησαν καὶ ἄλλοι ὑπάλληλοι τοῦ Τελωνείου καὶ ὁ ἀποθηκάριος, ἐξ ὧν ὅμως οὐδὲν προέκυψε. bbox=[1234, 813, 1460, 850]
italy-subheadline: ΤΗΣ ΙΤΑΛΙΑΣ bbox=[1304, 171, 1390, 188]
paragraph: Δὲν εἶναι εἰς θέσιν νὰ σᾶς συμβουλεύσω, οὐδὲ τὰ ἀνωτέρω γράφω πρὸς ἐπίδειξιν, ἀλλὰ μόνον διὰ νὰ φανῇ ὅτι τὸ Ἑλληνικὸν στράτευμα εἶνε ἄξιον τῆς ἐμπιστοσύνης τῶν Ἑλλήνων. bbox=[646, 736, 904, 786]
paragraph: Ὅτι ἐνδιαφέρει τὴν Ἰταλίαν εἶνε ἡ εὐημερία τῶν ἐν Βαλκανικῇ λαῶν καὶ ἡ διατήρησις τῆς ἰσορροπίας εἰς τὰ Βαλκάνια. bbox=[1234, 442, 1460, 492]
section-heading: ΤΟΥ ΔΙΕΘΝΟΥΣ ΣΥΝΕΔΡΙΟΥ bbox=[910, 1293, 1222, 1310]
paragraph: — Ὁ Ἑταιρεία θὰ ἐνοικιάσῃ εἰς τὴν ἑξόδον ἑλληνικὸν γυμναστήριον. bbox=[140, 1156, 362, 1180]
paragraph: Ἄλλοτε ἡ χάραξις μιᾶς περιοχῆς ἀπῄτει ἡμέρας, τώρα γίνεται εἰς ὀλίγας ὥρας. Ἡ διαφορὰ αὐτὴ ὀφείλεται εἰς τὴν ἐκπαίδευσιν τῶν ἀξιωματικῶν τοῦ Μηχανικοῦ. bbox=[374, 1122, 634, 1172]
news-banner: ΝΕΩΤΕΡΑ bbox=[964, 120, 1168, 157]
section-heading: ΕΝΕΡΓΕΙΑΙ ΝΕΟΤΟΥΡΚΩΝ bbox=[990, 1180, 1142, 1195]
news-briefs bbox=[140, 118, 362, 1316]
paragraph: Φρόνημα λείπει μόνον ἐκ τοῦ σημερινοῦ Στρατοῦ. Καὶ εἰς τοῦτο ἔγκειται ἡ ὑπεροχὴ τοῦ παλαιοῦ Στρατεύματος. Τὸ παλαιὸν Στράτευμα εἶχεν συναίσθησιν τοῦ προορισμοῦ του, καὶ φρόνημα ἀνάλογον πρὸς τὸ περικλεὲς τῆς ἐποχῆς ἐκείνης, ἐποχῆς τῆς ἐπαναστάσεως τοῦ ἐνδόξου καὶ αἱματηροῦ ἀγῶνος τοῦ 1821. bbox=[646, 350, 904, 437]
section-heading: Η ΑΝΑΘΕΩΡΗΣΙΣ bbox=[1016, 1406, 1116, 1421]
paragraph: — Ὁ κ. Ζουρλάνης ἀνέλαβεν προσωπικῶς ἐν ἐπαρχία νὰ συγκεντρώσει πολλὰ τῶν προσφέρων δὲν τῶν γυμνασμάτων. bbox=[140, 1102, 362, 1152]
paragraph: Ἀφ' ὅτου συνεστήθη ἐφήρμοσεν τὰς διατάξεις περὶ τῶν ἐκτελέσεων καὶ ἡ ἐπιτυχία αὐτοῦ ἦτο ἐμφανής καθ' ὅλας τὰς ἀσκήσεις. Ὡς διοικητὴς τῆς Μεραρχίας δὲν ἔχω παρὰ ἐπαίνους. bbox=[374, 1285, 634, 1335]
girls-school-text: Αἱ ἐγγραφαὶ γίνονται καθ' ἑκάστην, τὰ δὲ μαθήματα ἤρχισαν ἀπὸ τῆς 10ης Ἰανουαρίου. bbox=[140, 1933, 362, 1970]
paragraph: — Ὅσαι ἐξ αὐτῶν φέρων πολιτικὴν ἐνδυμασίαν καὶ κυλίονται ἐμπαίονται ὑπὸ τὴν σκηνὴν στρατιωτικῆς ἐκτελεστικῆς ὑπηρεσίας. bbox=[140, 669, 362, 719]
paragraph: μεταφερθὲν εἰς τὴν γωνίαν τῶν ὁδῶν Σταδίου καὶ Ι. Μεταξᾶ συνιστᾷ εἰς τὸ κοινὸν Κρηματιστηρίου. Ἐπὶ τῇ εὐκαιρίᾳ θὰ ὑπάρχουν ὑφάσματα ξένα καὶ πολυτελέστατα. bbox=[140, 1644, 362, 1707]
shop-ad-slogan: Ἐφαρμογὴ τελεία. bbox=[203, 1739, 311, 1752]
divider bbox=[140, 1322, 362, 1323]
paragraph: — Ἡ μόδα, ἀπὸ Ἰβδομάδων προσπαθοῦσα ἐπιβληθῆ εἰς τοὺς πόλους τῶν ἐφαρμοστικῶν ἐπιπέδων. bbox=[140, 870, 362, 907]
